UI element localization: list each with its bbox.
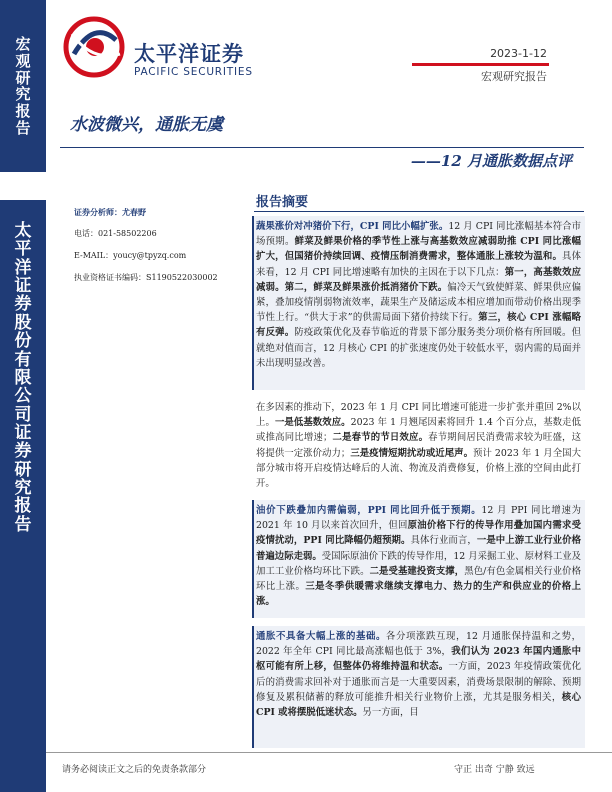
analyst-phone: 电话：021-58502206 [74, 229, 157, 238]
p2-text-2: 2023 年 1 月翘尾因素将回升 1.4 个百分点，基数走低或推高同比增速； [256, 417, 581, 444]
p4-text-1: 各分项涨跌互现，12 月通胀保持温和之势，2022 年全年 CPI 同比最高涨幅也低于 3%， [256, 631, 581, 658]
p2-bold-2: 二是春节的节日效应。 [332, 432, 429, 444]
p2-bold-1: 一是低基数效应。 [274, 417, 351, 429]
footer-divider [46, 752, 612, 753]
top_chars-char: 究 [15, 85, 31, 104]
bottom_chars-char: 公 [14, 386, 32, 407]
summary-paragraph-1 [256, 219, 581, 371]
bottom_chars-char: 研 [14, 459, 32, 480]
header-accent-line [412, 63, 549, 66]
bottom_chars-char: 告 [14, 514, 32, 535]
bottom_chars-char: 有 [14, 349, 32, 370]
top_chars-char: 告 [15, 118, 31, 137]
p1-text-2: 具体来看，12 月 CPI 同比增速略有加快的主因在于以下几点： [256, 251, 581, 278]
p1-highlight: 蔬果涨价对冲猪价下行，CPI 同比小幅扩张。 [256, 221, 449, 232]
p4-text-3: 另一方面，目 [362, 707, 419, 719]
p3-text-1: 12 月 PPI 同比增速为 2021 年 10 月以来首次回升，但回 [256, 505, 581, 532]
report-date: 2023-1-12 [490, 47, 547, 60]
p1-text-4: 防疫政策优化及春节临近的背景下部分服务类分项价格有所回暖。但就绝对值而言，12 月核心 CPI 的扩张速度仍处于较低水平，弱内需的局面并未出现明显改善。 [256, 327, 581, 369]
report-title: 水波微兴，通胀无虞 [70, 115, 223, 135]
summary-paragraph-3 [256, 503, 581, 609]
bottom_chars-char: 平 [14, 239, 32, 260]
p2-bold-3: 三是疫情短期扰动或近尾声。 [350, 447, 474, 459]
footer-disclaimer: 请务必阅读正文之后的免责条款部分 [62, 765, 207, 775]
analyst-name: 尤春野 [122, 207, 146, 217]
analyst-name-label: 证券分析师： [74, 207, 122, 217]
paragraph-4-accent-bar [252, 626, 254, 748]
company-logo [62, 14, 253, 80]
p1-bold-1: 鲜菜及鲜果价格的季节性上涨与高基数效应减弱助推 CPI 同比涨幅扩大，但国猪价持续回调、疫情压制消费需求，整体通胀上涨较为温和。 [256, 236, 581, 263]
logo-english-name: PACIFIC SECURITIES [134, 66, 253, 78]
paragraph-3-accent-bar [252, 500, 254, 618]
p3-bold-1: 原油价格下行的传导作用叠加国内需求受疫情扰动，PPI 同比降幅仍超预期。 [256, 520, 581, 547]
bottom_chars-char: 证 [14, 276, 32, 297]
bottom_chars-char: 券 [14, 441, 32, 462]
paragraph-1-accent-bar [252, 216, 254, 390]
p3-text-3: 受国际原油价下跌的传导作用，12 月采掘工业、原材料工业及加工工业价格均环比下跌。 [256, 550, 581, 577]
footer-motto: 守正 出奇 宁静 致远 [454, 765, 535, 775]
sidebar-report-category [0, 36, 46, 137]
bottom_chars-char: 司 [14, 404, 32, 425]
bottom_chars-char: 限 [14, 367, 32, 388]
p3-highlight: 油价下跌叠加内需偏弱，PPI 同比回升低于预期。 [256, 505, 482, 516]
top_chars-char: 报 [15, 102, 31, 121]
bottom_chars-char: 股 [14, 312, 32, 333]
summary-paragraph-4 [256, 629, 581, 720]
p3-text-4: 黑色/有色金属相关行业价格环比上涨。 [256, 565, 581, 593]
summary-paragraph-2 [256, 400, 581, 491]
summary-divider [254, 211, 584, 212]
p3-text-2: 具体行业而言， [410, 535, 477, 547]
bottom_chars-char: 证 [14, 422, 32, 443]
p2-text-3: 春节期间居民消费需求较为旺盛，这将提供一定涨价动力； [256, 432, 581, 459]
bottom_chars-char: 份 [14, 331, 32, 352]
report-type: 宏观研究报告 [481, 70, 547, 83]
logo-chinese-name: 太平洋证券 [134, 42, 244, 66]
bottom_chars-char: 洋 [14, 257, 32, 278]
p1-bold-2: 第一，高基数效应减弱。第二，鲜菜及鲜果涨价抵消猪价下跌。 [256, 266, 581, 293]
sidebar-company-name [0, 222, 46, 534]
p2-text-4: 预计 2023 年 1 月全国大部分城市将开启疫情达峰后的人流、物流及消费修复，价格上涨的空间由此打开。 [256, 447, 581, 490]
top_chars-char: 观 [15, 51, 31, 70]
summary-heading: 报告摘要 [256, 195, 309, 210]
analyst-email: E-MAIL：youcy@tpyzq.com [74, 251, 187, 260]
analyst-license: 执业资格证书编码：S1190522030002 [74, 273, 218, 282]
bottom_chars-char: 券 [14, 294, 32, 315]
p4-bold-1: 我们认为 2023 年国内通胀中枢可能有所上移，但整体仍将维持温和状态。 [256, 646, 581, 673]
p3-bold-2: 一是中上游工业行业价格普遍边际走弱。 [256, 535, 581, 562]
p1-text-1: 12 月 CPI 同比涨幅基本符合市场预期。 [256, 221, 581, 248]
top_chars-char: 宏 [15, 35, 31, 53]
bottom_chars-char: 究 [14, 478, 32, 499]
report-subtitle: ——12 月通胀数据点评 [410, 152, 572, 170]
bottom_chars-char: 报 [14, 496, 32, 517]
p3-bold-4: 三是冬季供暖需求继续支撑电力、热力的生产和供应业的价格上涨。 [256, 581, 581, 608]
bottom_chars-char: 太 [14, 221, 32, 241]
top_chars-char: 研 [15, 68, 31, 87]
p4-text-2: 一方面，2023 年疫情政策优化后的消费需求回补对于通胀而言是一大重要因素，消费场景限制的解除、预期修复及累积储蓄的释放可能推升相关行业物价上涨，尤其是服务相关， [256, 661, 581, 703]
p4-highlight: 通胀不具备大幅上涨的基础。 [256, 631, 387, 642]
p4-bold-2: 核心 CPI 或将摆脱低迷状态。 [256, 691, 581, 719]
p2-text-1: 在多因素的推动下，2023 年 1 月 CPI 同比增速可能进一步扩张并重回 2%以上。 [256, 402, 581, 429]
logo-mark-icon [62, 14, 128, 80]
p1-bold-3: 第三，核心 CPI 涨幅略有反弹。 [256, 312, 581, 339]
title-divider [60, 147, 584, 148]
p3-bold-3: 二是受基建投资支撑， [369, 565, 465, 577]
p1-text-3: 偏冷天气致使鲜菜、鲜果供应偏紧，叠加疫情削弱物流效率，蔬果生产及储运成本相应增加而带动价格出现季节性上行。“供大于求”的供需局面下猪价持续下行。 [256, 281, 581, 324]
analyst-name-line [74, 208, 146, 217]
